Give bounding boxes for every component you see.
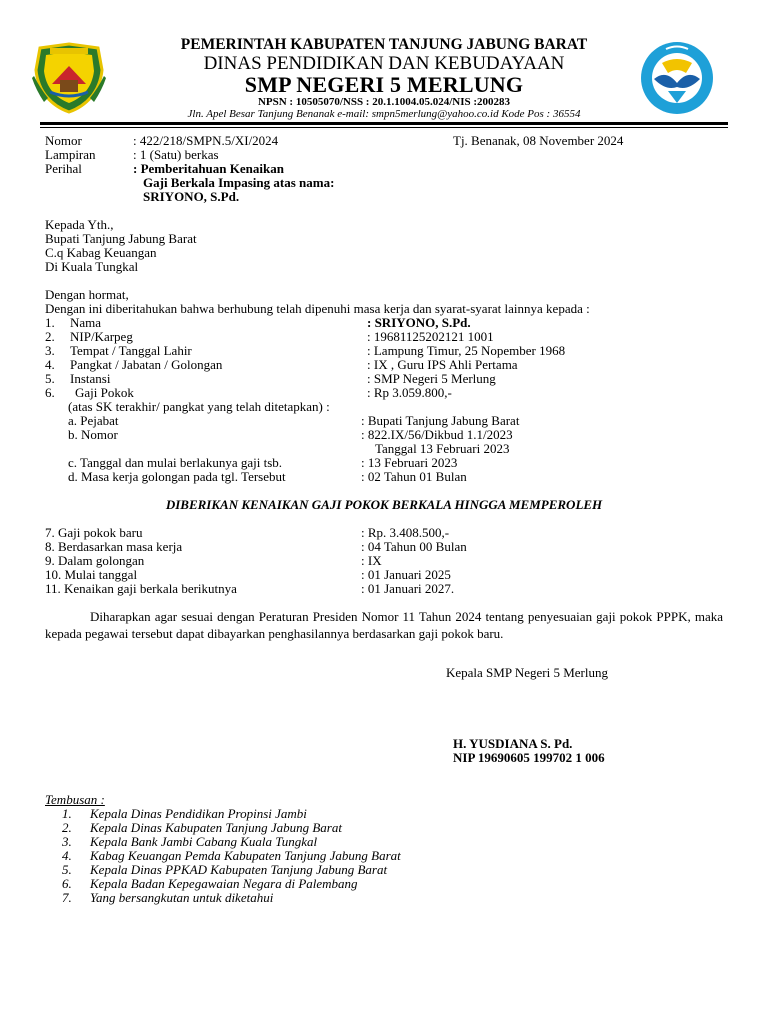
new-salary-value: : 01 Januari 2025 (361, 567, 451, 582)
detail-label: Instansi (70, 371, 111, 386)
detail-num: 1. (45, 315, 55, 330)
letterhead-government: PEMERINTAH KABUPATEN TANJUNG JABUNG BARAT (180, 36, 588, 53)
cc-num: 4. (62, 848, 72, 863)
signatory-name: H. YUSDIANA S. Pd. (453, 736, 573, 751)
cc-num: 3. (62, 834, 72, 849)
nomor-label: Nomor (45, 133, 82, 148)
detail-value: : SMP Negeri 5 Merlung (367, 371, 496, 386)
cc-text: Yang bersangkutan untuk diketahui (90, 890, 274, 905)
letterhead-rule (40, 122, 728, 125)
new-salary-label: 11. Kenaikan gaji berkala berikutnya (45, 581, 237, 596)
cc-num: 6. (62, 876, 72, 891)
sk-label: b. Nomor (68, 427, 118, 442)
perihal-line-2: Gaji Berkala Impasing atas nama: (143, 175, 335, 190)
cc-text: Kepala Bank Jambi Cabang Kuala Tungkal (90, 834, 318, 849)
detail-value: : IX , Guru IPS Ahli Pertama (367, 357, 518, 372)
cc-num: 5. (62, 862, 72, 877)
new-salary-label: 10. Mulai tanggal (45, 567, 138, 582)
cc-text: Kepala Badan Kepegawaian Negara di Palembang (90, 876, 358, 891)
letter-date: Tj. Benanak, 08 November 2024 (453, 133, 624, 148)
recipient-line: C.q Kabag Keuangan (45, 245, 157, 260)
signature-title: Kepala SMP Negeri 5 Merlung (446, 665, 608, 680)
perihal-label: Perihal (45, 161, 82, 176)
letterhead-address: Jln. Apel Besar Tanjung Benanak e-mail: smpn5merlung@yahoo.co.id Kode Pos : 36554 (187, 108, 581, 120)
cc-text: Kepala Dinas Kabupaten Tanjung Jabung Barat (90, 820, 342, 835)
detail-label: Gaji Pokok (75, 385, 134, 400)
recipient-line: Kepada Yth., (45, 217, 114, 232)
cc-text: Kepala Dinas Pendidikan Propinsi Jambi (90, 806, 307, 821)
cc-title: Tembusan : (45, 792, 105, 807)
recipient-line: Di Kuala Tungkal (45, 259, 139, 274)
detail-label: Pangkat / Jabatan / Golongan (70, 357, 223, 372)
detail-label: Nama (70, 315, 102, 330)
letterhead-rule-thin (40, 127, 728, 128)
detail-value: : Rp 3.059.800,- (367, 385, 452, 400)
sk-value: Tanggal 13 Februari 2023 (375, 441, 510, 456)
letterhead-ids: NPSN : 10505070/NSS : 20.1.1004.05.024/NIS :200283 (257, 96, 511, 108)
detail-num: 4. (45, 357, 55, 372)
cc-num: 7. (62, 890, 72, 905)
new-salary-value: : Rp. 3.408.500,- (361, 525, 450, 540)
signatory-nip: NIP 19690605 199702 1 006 (453, 750, 605, 765)
new-salary-value: : 01 Januari 2027. (361, 581, 455, 596)
salutation: Dengan hormat, (45, 287, 129, 302)
body-paragraph: Diharapkan agar sesuai dengan Peraturan Presiden Nomor 11 Tahun 2024 tentang penyesuaian gaji pokok PPPK, maka kepada pegawai tersebut dapat dibayarkan penghasilannya berdasarkan gaji pokok baru. (45, 609, 723, 641)
detail-label: Tempat / Tanggal Lahir (70, 343, 192, 358)
cc-num: 1. (62, 806, 72, 821)
detail-value: : 19681125202121 1001 (367, 329, 494, 344)
sk-label: d. Masa kerja golongan pada tgl. Tersebut (68, 469, 286, 484)
sk-intro: (atas SK terakhir/ pangkat yang telah ditetapkan) : (68, 399, 330, 414)
section-heading: DIBERIKAN KENAIKAN GAJI POKOK BERKALA HINGGA MEMPEROLEH (165, 497, 603, 512)
cc-text: Kabag Keuangan Pemda Kabupaten Tanjung Jabung Barat (90, 848, 401, 863)
opening-sentence: Dengan ini diberitahukan bahwa berhubung telah dipenuhi masa kerja dan syarat-syarat lainnya kepada : (45, 301, 590, 316)
sk-label: c. Tanggal dan mulai berlakunya gaji tsb. (68, 455, 283, 470)
sk-value: : Bupati Tanjung Jabung Barat (361, 413, 520, 428)
sk-value: : 02 Tahun 01 Bulan (361, 469, 467, 484)
detail-num: 5. (45, 371, 55, 386)
detail-num: 6. (45, 385, 55, 400)
new-salary-value: : 04 Tahun 00 Bulan (361, 539, 467, 554)
detail-value: : SRIYONO, S.Pd. (367, 315, 471, 330)
detail-num: 3. (45, 343, 55, 358)
letterhead-department: DINAS PENDIDIKAN DAN KEBUDAYAAN (203, 53, 565, 74)
perihal-line-3: SRIYONO, S.Pd. (143, 189, 240, 204)
nomor-value: : 422/218/SMPN.5/XI/2024 (133, 133, 279, 148)
detail-value: : Lampung Timur, 25 Nopember 1968 (367, 343, 566, 358)
new-salary-label: 9. Dalam golongan (45, 553, 145, 568)
detail-num: 2. (45, 329, 55, 344)
lampiran-value: : 1 (Satu) berkas (133, 147, 219, 162)
cc-num: 2. (62, 820, 72, 835)
perihal-value: : Pemberitahuan Kenaikan (133, 161, 284, 176)
new-salary-label: 7. Gaji pokok baru (45, 525, 143, 540)
sk-value: : 13 Februari 2023 (361, 455, 458, 470)
new-salary-label: 8. Berdasarkan masa kerja (45, 539, 183, 554)
recipient-line: Bupati Tanjung Jabung Barat (45, 231, 197, 246)
cc-text: Kepala Dinas PPKAD Kabupaten Tanjung Jabung Barat (90, 862, 388, 877)
detail-label: NIP/Karpeg (70, 329, 133, 344)
lampiran-label: Lampiran (45, 147, 96, 162)
new-salary-value: : IX (361, 553, 382, 568)
sk-value: : 822.IX/56/Dikbud 1.1/2023 (361, 427, 513, 442)
sk-label: a. Pejabat (68, 413, 119, 428)
letterhead-school: SMP NEGERI 5 MERLUNG (244, 72, 524, 97)
